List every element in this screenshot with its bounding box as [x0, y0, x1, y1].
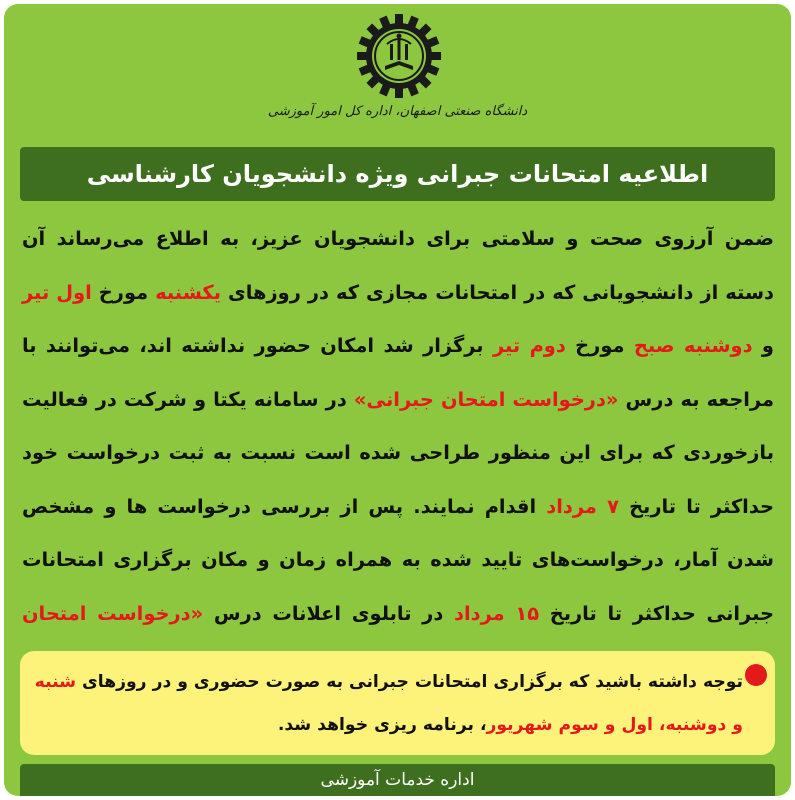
- highlight-course: «درخواست امتحان: [22, 601, 204, 625]
- highlight-day: یکشنبه: [155, 280, 221, 304]
- highlight-course: «درخواست امتحان جبرانی»: [353, 387, 619, 411]
- footer-text: اداره خدمات آموزشی: [320, 770, 475, 790]
- page-title: اطلاعیه امتحانات جبرانی ویژه دانشجویان کارشناسی: [86, 160, 709, 188]
- body-text-segment: ضمن آرزوی صحت و سلامتی برای دانشجویان عزیز، به اطلاع می‌رساند آن دسته از دانشجویانی که در امتحانات مجازی که در روزهای: [22, 227, 774, 304]
- title-bar: [20, 147, 775, 201]
- highlight-days: شنبه و دوشنبه، اول و سوم شهریور: [34, 672, 743, 735]
- highlight-deadline: ۷ مرداد: [546, 494, 619, 518]
- logo-caption: دانشگاه صنعتی اصفهان، اداره کل امور آموزشی: [267, 104, 528, 119]
- body-text-segment: در تابلوی اعلانات درس: [203, 601, 455, 625]
- highlight-day: دوشنبه: [683, 334, 753, 357]
- highlight-time: صبح: [633, 334, 684, 357]
- header: [4, 4, 791, 144]
- note-text-segment: توجه داشته باشید که برگزاری امتحانات جبرانی به صورت حضوری و در روزهای: [76, 672, 743, 692]
- body-text-segment: در سامانه یکتا و شرکت در فعالیت بازخوردی که برای این منظور طراحی شده است نسبت به ثبت درخواست خود حداکثر تا تاریخ: [22, 387, 774, 518]
- footer-bar: [20, 764, 775, 796]
- body-text-segment: مورخ: [565, 334, 634, 357]
- note-box: [20, 651, 775, 755]
- body-text-segment: برگزار شد امکان حضور نداشته اند، می‌توانند با مراجعه به درس: [22, 334, 775, 411]
- note-text-segment: ، برنامه ریزی خواهد شد.: [277, 715, 487, 735]
- highlight-date: اول تیر: [22, 280, 92, 304]
- body-text-segment: مورخ: [91, 280, 156, 304]
- red-dot-icon: [745, 664, 767, 686]
- announcement-card: [4, 4, 791, 796]
- body-text-segment: و: [752, 334, 774, 357]
- highlight-date: دوم تیر: [492, 334, 566, 357]
- highlight-deadline: ۱۵ مرداد: [454, 601, 540, 625]
- note-text: [28, 661, 743, 747]
- university-gear-emblem-icon: [357, 14, 441, 98]
- announcement-body: [22, 212, 774, 642]
- body-text-segment: اقدام نمایند. پس از بررسی درخواست ها و مشخص شدن آمار، درخواست‌های تایید شده به همراه زمان و مکان برگزاری امتحانات جبرانی حداکثر تا تاریخ: [22, 494, 775, 625]
